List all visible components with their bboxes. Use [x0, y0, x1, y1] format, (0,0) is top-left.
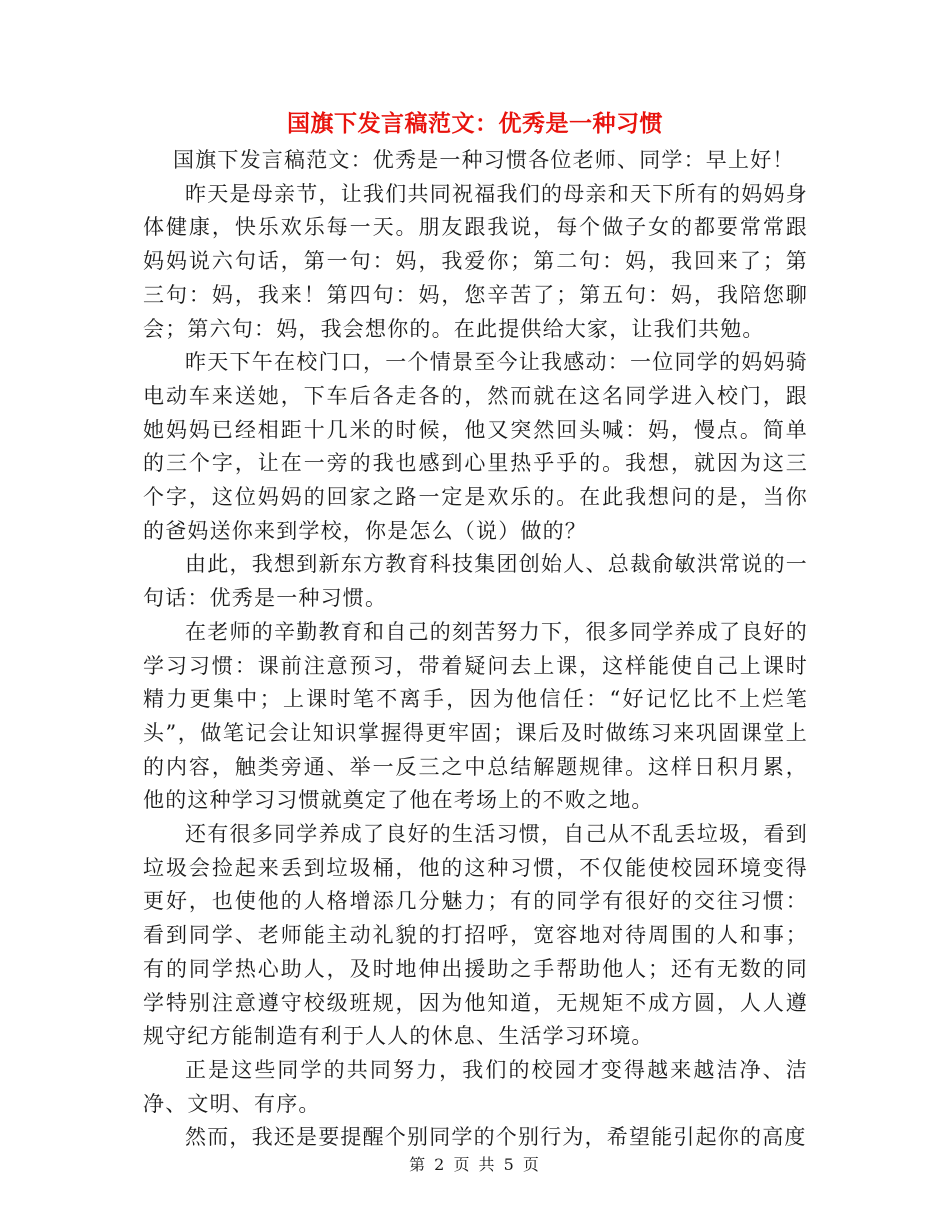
document-body: [143, 144, 808, 1155]
body-paragraph: 还有很多同学养成了良好的生活习惯，自己从不乱丢垃圾，看到垃圾会捡起来丢到垃圾桶，他的这种习惯，不仅能使校园环境变得更好，也使他的人格增添几分魅力；有的同学有很好的交往习惯：看到同学、老师能主动礼貌的打招呼，宽容地对待周围的人和事；有的同学热心助人，及时地伸出援助之手帮助他人；还有无数的同学特别注意遵守校级班规，因为他知道，无规矩不成方圆，人人遵规守纪方能制造有利于人人的休息、生活学习环境。: [143, 822, 808, 1049]
body-paragraph: 昨天下午在校门口，一个情景至今让我感动：一位同学的妈妈骑电动车来送她，下车后各走各的，然而就在这名同学进入校门，跟她妈妈已经相距十几米的时候，他又突然回头喊：妈，慢点。简单的三个字，让在一旁的我也感到心里热乎乎的。我想，就因为这三个字，这位妈妈的回家之路一定是欢乐的。在此我想问的是，当你的爸妈送你来到学校，你是怎么（说）做的？: [143, 350, 808, 543]
document-title: 国旗下发言稿范文：优秀是一种习惯: [287, 111, 663, 137]
intro-paragraph: 国旗下发言稿范文：优秀是一种习惯各位老师、同学：早上好！: [173, 148, 795, 172]
page-number-footer: 第 2 页 共 5 页: [409, 1155, 541, 1174]
body-paragraph: 正是这些同学的共同努力，我们的校园才变得越来越洁净、洁净、文明、有序。: [143, 1057, 808, 1116]
body-paragraph: 昨天是母亲节，让我们共同祝福我们的母亲和天下所有的妈妈身体健康，快乐欢乐每一天。朋友跟我说，每个做子女的都要常常跟妈妈说六句话，第一句：妈，我爱你；第二句：妈，我回来了；第三句：妈，我来！第四句：妈，您辛苦了；第五句：妈，我陪您聊会；第六句：妈，我会想你的。在此提供给大家，让我们共勉。: [143, 181, 808, 341]
body-paragraph: 然而，我还是要提醒个别同学的个别行为，希望能引起你的高度: [185, 1125, 807, 1150]
body-paragraph: 在老师的辛勤教育和自己的刻苦努力下，很多同学养成了良好的学习习惯：课前注意预习，带着疑问去上课，这样能使自己上课时精力更集中；上课时笔不离手，因为他信任：“好记忆比不上烂笔头”，做笔记会让知识掌握得更牢固；课后及时做练习来巩固课堂上的内容，触类旁通、举一反三之中总结解题规律。这样日积月累，他的这种学习习惯就奠定了他在考场上的不败之地。: [143, 619, 808, 813]
body-paragraph: 由此，我想到新东方教育科技集团创始人、总裁俞敏洪常说的一句话：优秀是一种习惯。: [143, 552, 808, 611]
